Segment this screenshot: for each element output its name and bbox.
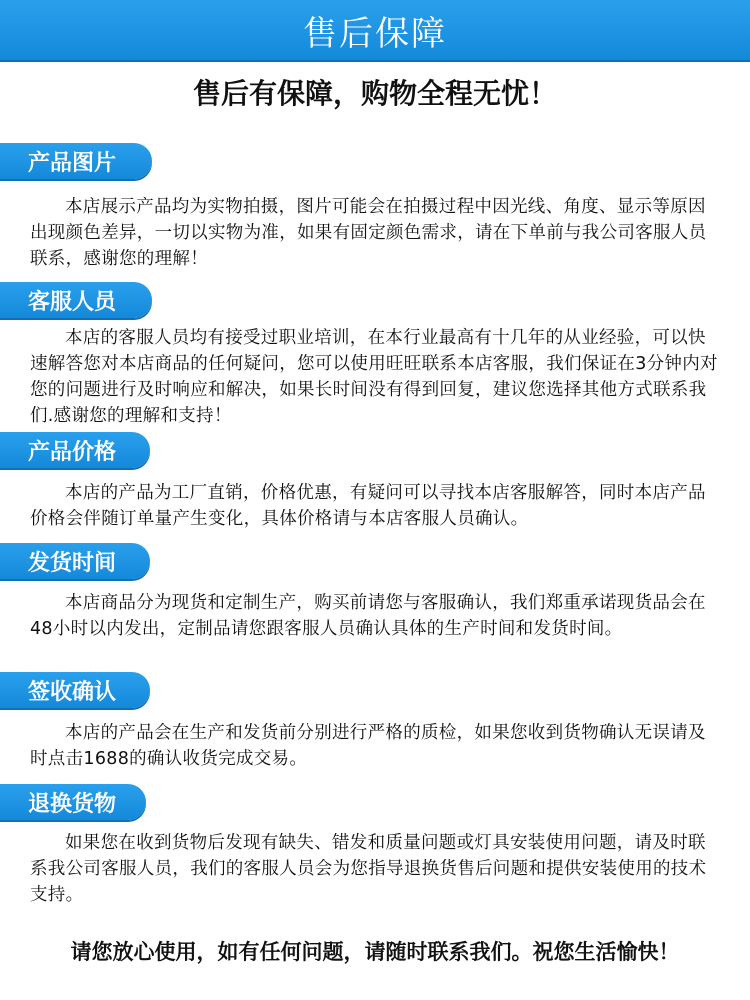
header-bar xyxy=(0,0,750,62)
page-title: 售后保障 xyxy=(303,13,447,54)
footer-message: 请您放心使用，如有任何问题，请随时联系我们。祝您生活愉快！ xyxy=(70,940,680,964)
section-tab-returns: 退换货物 xyxy=(0,784,146,820)
section-tab-receipt-confirmation: 签收确认 xyxy=(0,672,150,708)
section-tab-shipping-time: 发货时间 xyxy=(0,543,150,579)
section-tab-customer-service: 客服人员 xyxy=(0,282,152,318)
section-text-shipping-time: 本店商品分为现货和定制生产，购买前请您与客服确认，我们郑重承诺现货品会在48小时以内发出，定制品请您跟客服人员确认具体的生产时间和发货时间。 xyxy=(30,593,706,639)
section-tab-product-images: 产品图片 xyxy=(0,143,152,179)
section-text-customer-service: 本店的客服人员均有接受过职业培训，在本行业最高有十几年的从业经验，可以快速解答您对本店商品的任何疑问，您可以使用旺旺联系本店客服，我们保证在3分钟内对您的问题进行及时响应和解决，如果长时间没有得到回复，建议您选择其他方式联系我们.感谢您的理解和支持！ xyxy=(30,328,718,426)
section-text-returns: 如果您在收到货物后发现有缺失、错发和质量问题或灯具安装使用问题，请及时联系我公司客服人员，我们的客服人员会为您指导退换货售后问题和提供安装使用的技术支持。 xyxy=(30,833,707,905)
section-text-receipt-confirmation: 本店的产品会在生产和发货前分别进行严格的质检，如果您收到货物确认无误请及时点击1688的确认收货完成交易。 xyxy=(30,723,706,769)
section-text-product-price: 本店的产品为工厂直销，价格优惠，有疑问可以寻找本店客服解答，同时本店产品价格会伴随订单量产生变化，具体价格请与本店客服人员确认。 xyxy=(30,483,706,529)
section-text-product-images: 本店展示产品均为实物拍摄，图片可能会在拍摄过程中因光线、角度、显示等原因出现颜色差异，一切以实物为准，如果有固定颜色需求，请在下单前与我公司客服人员联系，感谢您的理解！ xyxy=(30,197,707,269)
slogan: 售后有保障，购物全程无忧！ xyxy=(192,77,557,110)
section-tab-product-price: 产品价格 xyxy=(0,432,150,468)
